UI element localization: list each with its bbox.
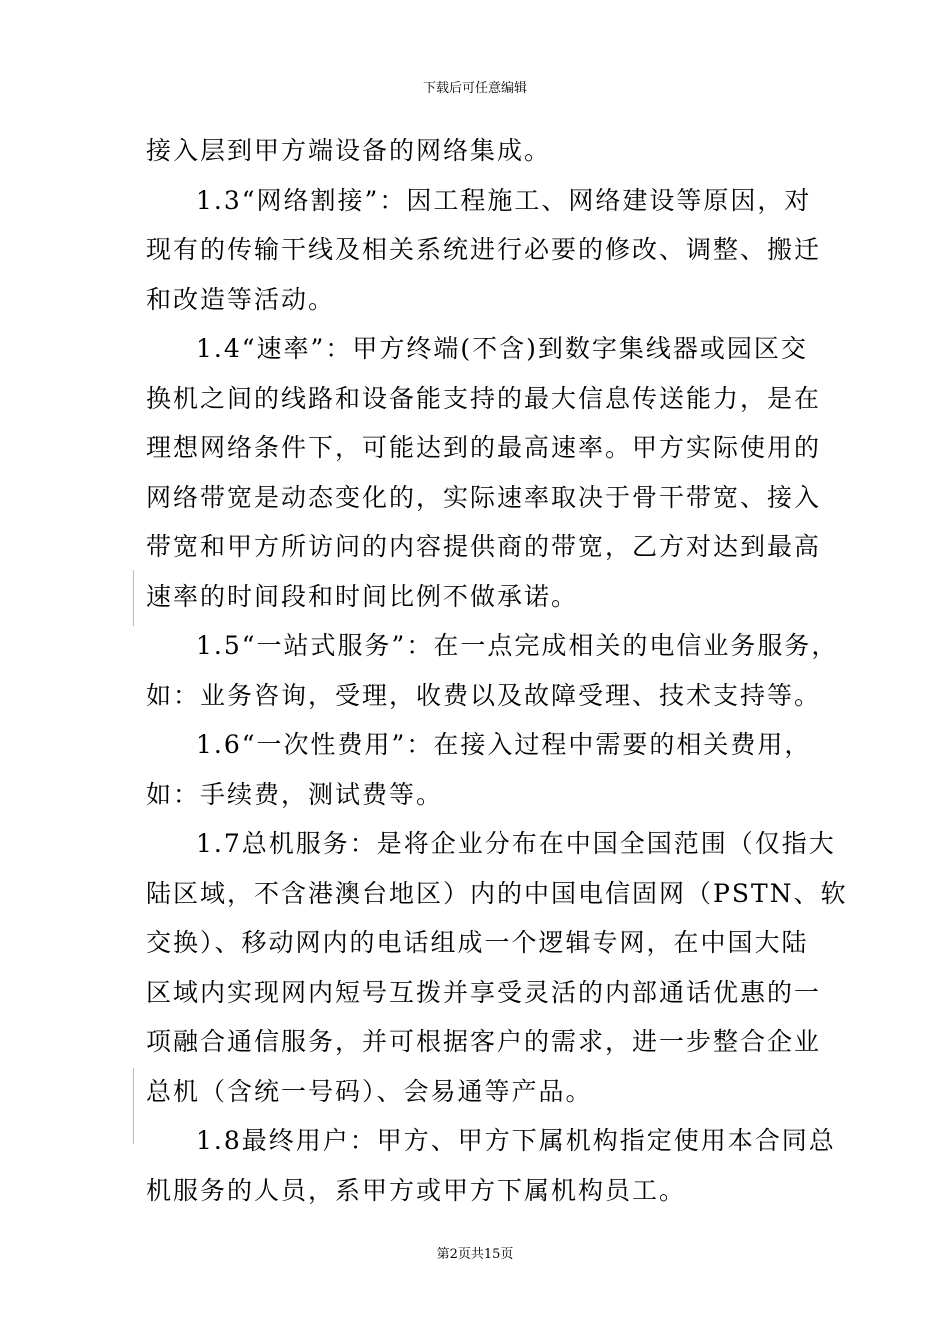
text-line-20: 总机（含统一号码）、会易通等产品。 (146, 1076, 593, 1106)
text-line-12: 如：业务咨询，受理，收费以及故障受理、技术支持等。 (146, 680, 822, 710)
margin-change-bar-2 (133, 1068, 134, 1144)
page-number-footer: 第2页共15页 (436, 1247, 514, 1262)
text-line-3: 现有的传输干线及相关系统进行必要的修改、调整、搬迁 (146, 235, 822, 264)
document-body (146, 126, 848, 1215)
text-line-2: 1.3“网络割接”：因工程施工、网络建设等原因，对 (196, 185, 812, 215)
margin-change-bar-1 (133, 570, 134, 626)
text-line-5: 1.4“速率”：甲方终端(不含)到数字集线器或园区交 (196, 334, 808, 363)
text-line-7: 理想网络条件下，可能达到的最高速率。甲方实际使用的 (146, 433, 822, 462)
text-line-22: 机服务的人员，系甲方或甲方下属机构员工。 (146, 1175, 687, 1205)
page-header-note: 下载后可任意编辑 (422, 81, 527, 96)
text-line-19: 项融合通信服务，并可根据客户的需求，进一步整合企业 (146, 1027, 822, 1056)
text-line-15: 1.7总机服务：是将企业分布在中国全国范围（仅指大 (196, 829, 836, 858)
text-line-10: 速率的时间段和时间比例不做承诺。 (146, 581, 579, 611)
text-line-21: 1.8最终用户：甲方、甲方下属机构指定使用本合同总 (196, 1126, 836, 1155)
text-line-8: 网络带宽是动态变化的，实际速率取决于骨干带宽、接入 (146, 482, 822, 512)
text-line-6: 换机之间的线路和设备能支持的最大信息传送能力，是在 (146, 383, 822, 413)
text-line-14: 如：手续费，测试费等。 (146, 779, 444, 809)
text-line-13: 1.6“一次性费用”：在接入过程中需要的相关费用， (196, 730, 812, 759)
text-line-18: 区域内实现网内短号互拨并享受灵活的内部通话优惠的一 (146, 977, 822, 1007)
text-line-11: 1.5“一站式服务”：在一点完成相关的电信业务服务， (196, 631, 839, 660)
text-line-4: 和改造等活动。 (146, 284, 336, 314)
text-line-16: 陆区域，不含港澳台地区）内的中国电信固网（PSTN、软 (146, 878, 848, 908)
text-line-1: 接入层到甲方端设备的网络集成。 (146, 136, 552, 165)
text-line-17: 交换）、移动网内的电话组成一个逻辑专网，在中国大陆 (146, 928, 809, 957)
text-line-9: 带宽和甲方所访问的内容提供商的带宽，乙方对达到最高 (146, 532, 822, 561)
